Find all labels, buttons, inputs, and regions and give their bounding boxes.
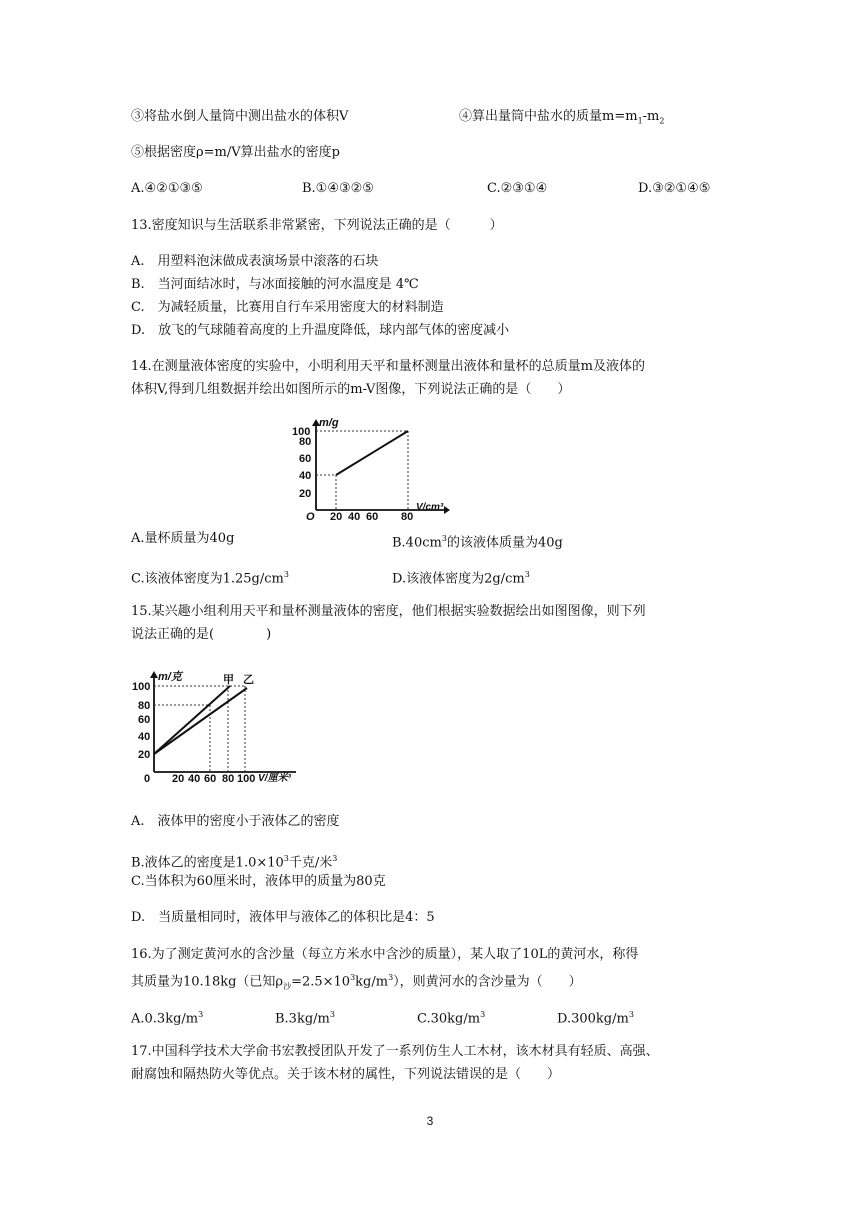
q14-x-title: V/cm³ <box>416 502 444 513</box>
q15-y-tick: 80 <box>138 700 151 712</box>
q14-x-arrow <box>444 506 450 514</box>
prev-option-a: A.④②①③⑤ <box>131 181 203 196</box>
q13-option-a: A. 用塑料泡沫做成表演场景中滚落的石块 <box>131 254 379 269</box>
q16-option-a: $A.0.3kg/m^3$ <box>131 1010 204 1027</box>
q15-x-tick: 80 <box>222 773 235 785</box>
q15-line-jia <box>154 686 230 754</box>
q15-stem-line1: 15.某兴趣小组利用天平和量杯测量液体的密度，他们根据实验数据绘出如图图像，则下列 <box>131 604 646 619</box>
q14-y-tick: 60 <box>299 453 312 465</box>
q17-stem-line2: 耐腐蚀和隔热防火等优点。关于该木材的属性，下列说法错误的是（ ） <box>131 1067 561 1082</box>
q16-option-c: $C.30kg/m^3$ <box>417 1010 486 1027</box>
q16-option-d: $D.300kg/m^3$ <box>557 1010 634 1027</box>
q15-y-title: m/克 <box>158 671 182 683</box>
q15-x-tick: 20 <box>172 773 185 785</box>
q15-mv-graph <box>130 668 306 788</box>
page-number: 3 <box>426 1114 434 1128</box>
q15-x-tick: 100 <box>237 773 256 785</box>
q14-option-b: $B.40cm^3$的该液体质量为40g <box>392 534 563 551</box>
q14-stem-line2: 体积V,得到几组数据并绘出如图所示的m-V图像，下列说法正确的是（ ） <box>131 382 571 397</box>
q14-x-tick: 40 <box>348 511 361 520</box>
q15-x-tick: 60 <box>204 773 217 785</box>
q15-option-d: D. 当质量相同时，液体甲与液体乙的体积比是4：5 <box>131 910 435 925</box>
q14-x-tick: 80 <box>401 511 414 520</box>
q14-y-tick: 100 <box>292 426 311 438</box>
q16-option-b: $B.3kg/m^3$ <box>275 1010 335 1027</box>
q14-y-title: m/g <box>319 418 339 429</box>
q16-stem-line1: 16.为了测定黄河水的含沙量（每立方米水中含沙的质量），某人取了10L的黄河水，称得 <box>131 947 639 962</box>
q14-origin: O <box>306 511 315 520</box>
prev-option-c: C.②③①④ <box>487 181 548 196</box>
q15-y-tick: 40 <box>138 731 151 743</box>
q15-stem-line2: 说法正确的是( ) <box>131 627 272 642</box>
q15-x-title: V/厘米³ <box>258 773 291 784</box>
q14-y-tick: 80 <box>299 436 312 448</box>
q15-x-tick: 40 <box>188 773 201 785</box>
q14-option-a: A.量杯质量为40g <box>131 531 235 546</box>
q14-stem-line1: 14.在测量液体密度的实验中，小明利用天平和量杯测量出液体和量杯的总质量m及液体的 <box>131 359 646 374</box>
prev-option-b: B.①④③②⑤ <box>302 181 374 196</box>
q15-line-yi <box>154 688 247 754</box>
q14-y-tick: 20 <box>299 488 312 500</box>
q15-option-b: B.液体乙的密度是$1.0\times 10^3$千克/米$^3$ <box>131 854 338 871</box>
q15-option-c: C.当体积为60厘米时，液体甲的质量为80克 <box>131 874 386 889</box>
q14-data-line <box>336 431 408 475</box>
q14-y-tick: 40 <box>299 470 312 482</box>
q15-y-tick: 20 <box>138 749 151 761</box>
q17-stem-line1: 17.中国科学技术大学俞书宏教授团队开发了一系列仿生人工木材，该木材具有轻质、高强、 <box>131 1044 659 1059</box>
q14-x-tick: 20 <box>330 511 343 520</box>
q14-x-tick: 60 <box>366 511 379 520</box>
q14-option-c: C.该液体密度为$1.25g/cm^3$ <box>131 570 289 587</box>
q14-mv-graph <box>290 418 450 520</box>
q13-option-c: C. 为减轻质量，比赛用自行车采用密度大的材料制造 <box>131 300 444 315</box>
q15-option-a: A. 液体甲的密度小于液体乙的密度 <box>131 814 340 829</box>
q14-option-d: D.该液体密度为$2g/cm^3$ <box>392 570 530 587</box>
step-4: ④算出量筒中盐水的质量$m=m_1-m_2$ <box>459 109 665 126</box>
q15-label-yi: 乙 <box>243 674 254 686</box>
q15-origin: 0 <box>144 773 151 785</box>
q13-option-b: B. 当河面结冰时，与冰面接触的河水温度是 4℃ <box>131 277 419 292</box>
q15-y-tick: 100 <box>132 681 151 693</box>
q13-stem: 13.密度知识与生活联系非常紧密，下列说法正确的是（ ） <box>131 218 503 233</box>
q15-label-jia: 甲 <box>223 674 234 686</box>
step-3: ③将盐水倒人量筒中测出盐水的体积V <box>131 109 349 124</box>
q13-option-d: D. 放飞的气球随着高度的上升温度降低，球内部气体的密度减小 <box>131 323 510 338</box>
q15-y-arrow <box>150 671 158 678</box>
q16-stem-line2: 其质量为10.18kg（已知$\rho_沙=2.5\times 10^3kg/m^3$），则黄河水的含沙量为（ ） <box>131 973 582 991</box>
q15-y-tick: 60 <box>138 714 151 726</box>
prev-option-d: D.③②①④⑤ <box>638 181 711 196</box>
step-5: ⑤根据密度ρ=m/V算出盐水的密度p <box>131 145 340 160</box>
